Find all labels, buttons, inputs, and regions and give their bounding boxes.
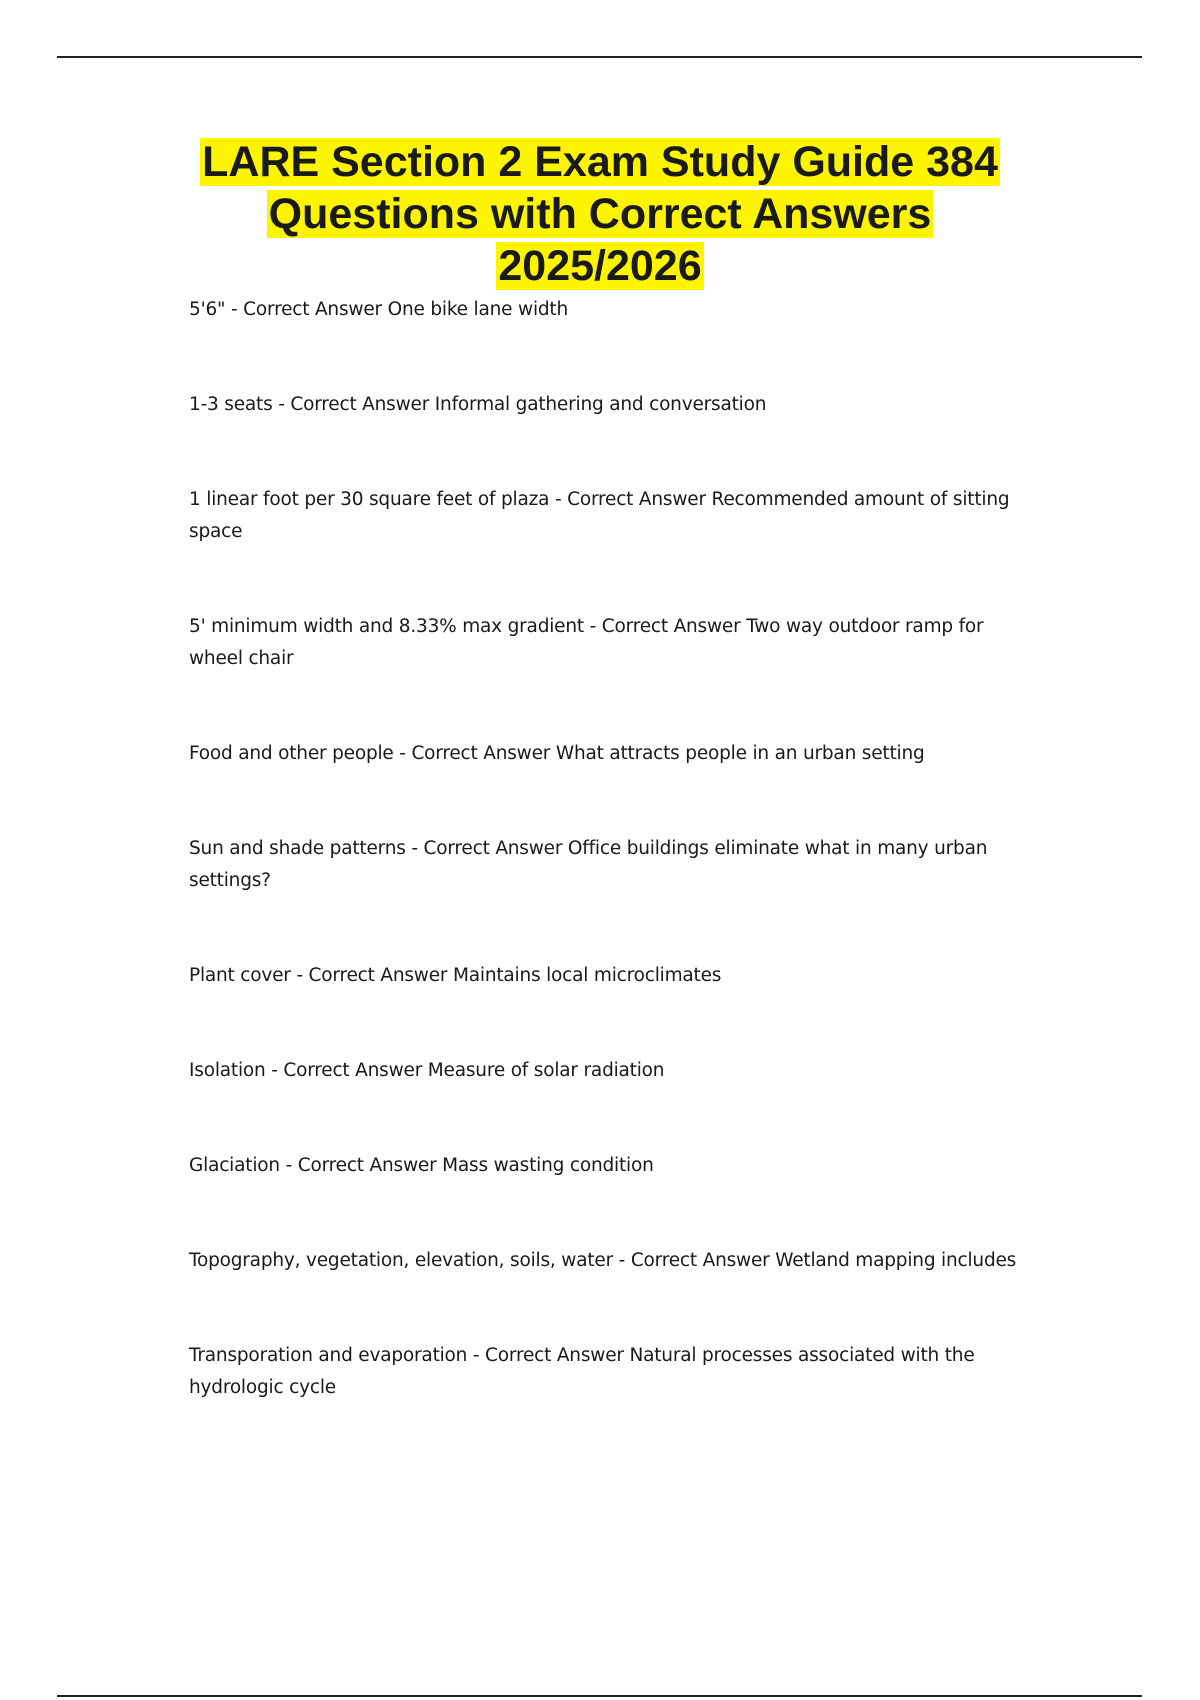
qa-item-3: 1 linear foot per 30 square feet of plaza - Correct Answer Recommended amount of sitting space	[189, 489, 1010, 542]
qa-item-8: Isolation - Correct Answer Measure of solar radiation	[189, 1060, 665, 1081]
qa-item-11: Transporation and evaporation - Correct Answer Natural processes associated with the hydrologic cycle	[189, 1345, 975, 1398]
qa-item-10: Topography, vegetation, elevation, soils, water - Correct Answer Wetland mapping includes	[189, 1250, 1017, 1271]
title-line-3: 2025/2026	[498, 242, 702, 290]
qa-item-4: 5' minimum width and 8.33% max gradient - Correct Answer Two way outdoor ramp for wheel chair	[189, 616, 984, 669]
qa-item-9: Glaciation - Correct Answer Mass wasting condition	[189, 1155, 654, 1176]
document-title	[100, 136, 1100, 292]
qa-item-6: Sun and shade patterns - Correct Answer Office buildings eliminate what in many urban settings?	[189, 838, 988, 891]
bottom-divider	[57, 1695, 1142, 1697]
top-divider	[57, 56, 1142, 58]
title-line-2: Questions with Correct Answers	[268, 190, 932, 238]
qa-item-1: 5'6" - Correct Answer One bike lane width	[189, 299, 568, 320]
qa-item-5: Food and other people - Correct Answer What attracts people in an urban setting	[189, 743, 925, 764]
qa-item-2: 1-3 seats - Correct Answer Informal gathering and conversation	[189, 394, 767, 415]
title-line-1: LARE Section 2 Exam Study Guide 384	[202, 138, 998, 186]
qa-item-7: Plant cover - Correct Answer Maintains local microclimates	[189, 965, 722, 986]
